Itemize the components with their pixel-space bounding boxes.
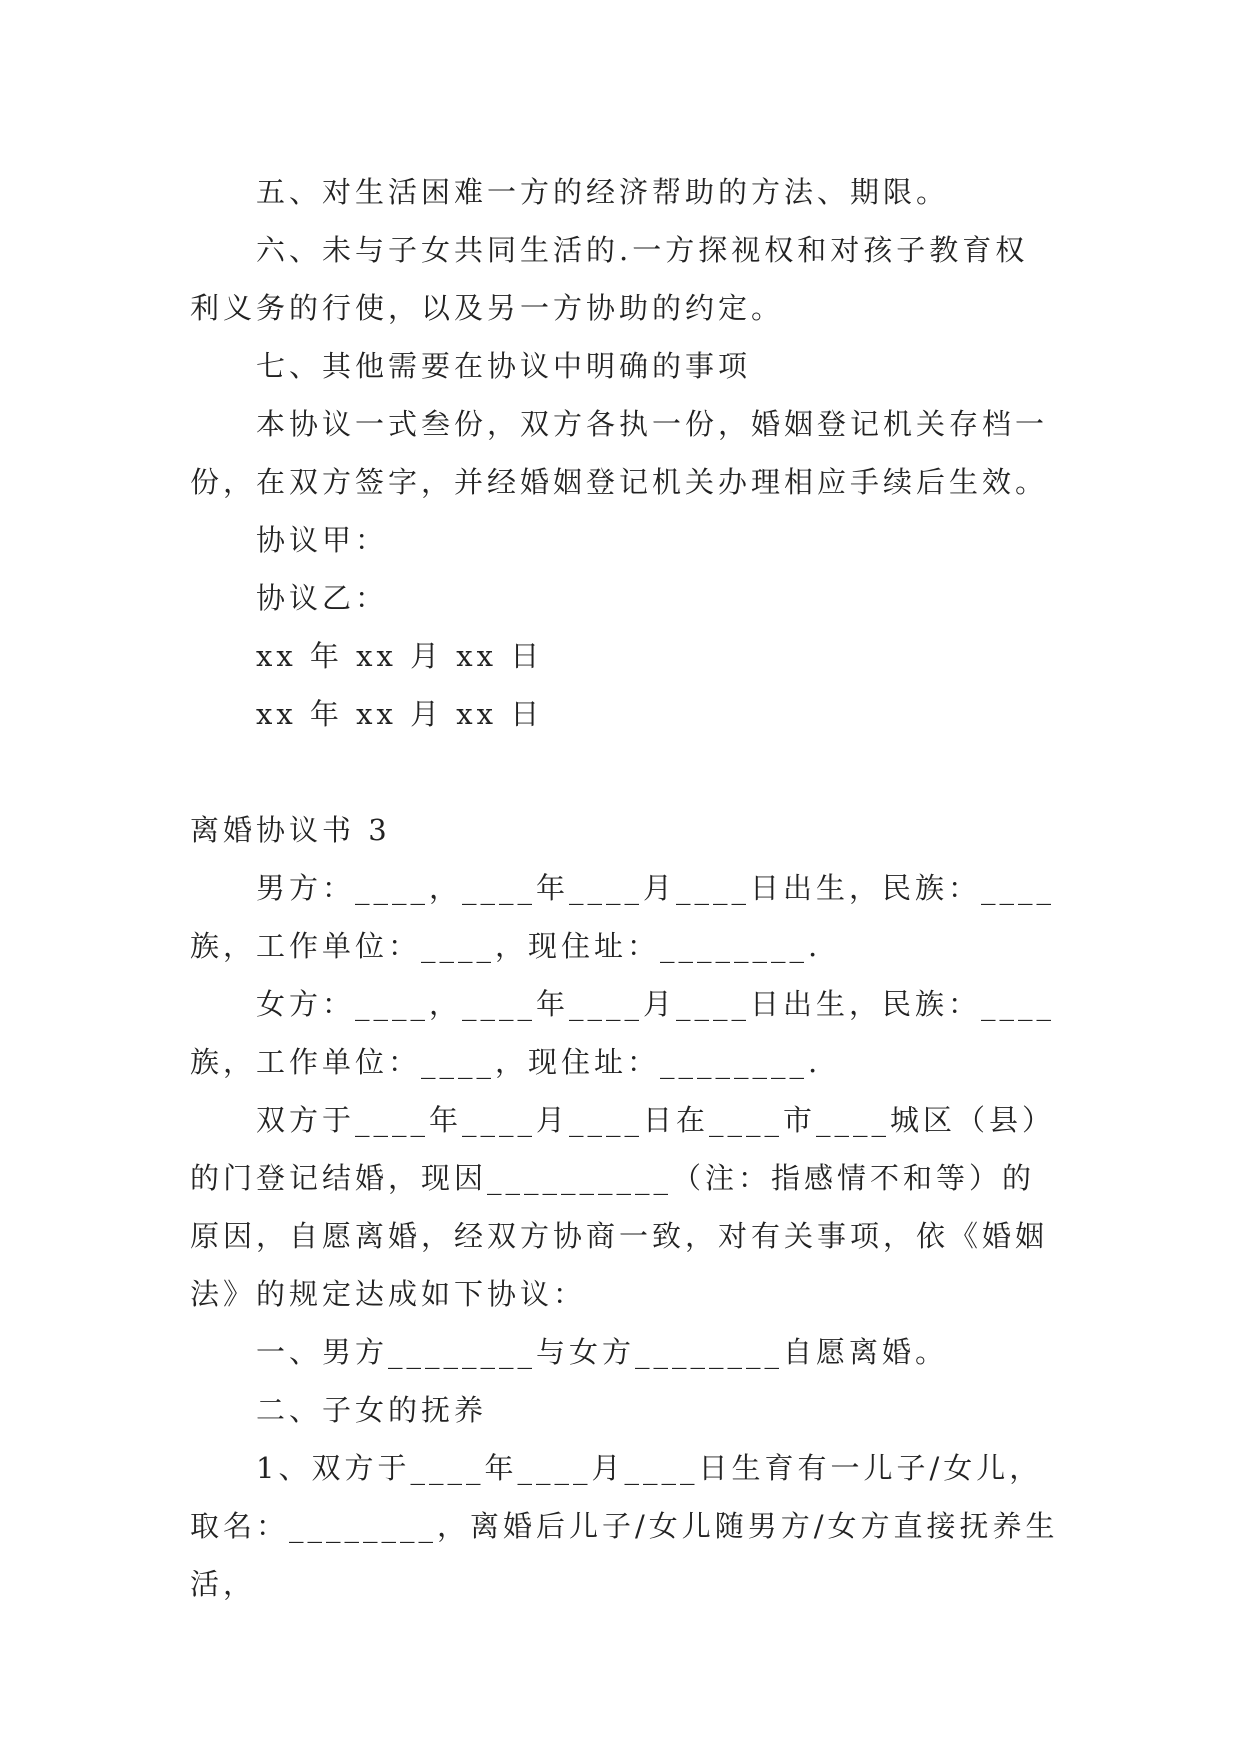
date-line-2: xx 年 xx 月 xx 日 — [256, 697, 544, 731]
paragraph-item-five: 五、对生活困难一方的经济帮助的方法、期限。 — [256, 175, 950, 209]
party-b-label: 协议乙： — [256, 581, 389, 615]
paragraph-item-six: 六、未与子女共同生活的.一方探视权和对孩子教育权利义务的行使，以及另一方协助的约定。 — [190, 233, 1029, 325]
paragraph-marriage-info: 双方于____年____月____日在____市____城区（县）的门登记结婚，现因__________（注：指感情不和等）的原因，自愿离婚，经双方协商一致，对有关事项，依《婚姻法》的规定达成如下协议： — [190, 1103, 1056, 1311]
document-body — [190, 163, 1060, 1613]
paragraph-item-two: 二、子女的抚养 — [256, 1393, 488, 1427]
paragraph-copies-clause: 本协议一式叁份，双方各执一份，婚姻登记机关存档一份，在双方签字，并经婚姻登记机关办理相应手续后生效。 — [190, 407, 1049, 499]
paragraph-child-custody: 1、双方于____年____月____日生育有一儿子/女儿，取名：________，离婚后儿子/女儿随男方/女方直接抚养生活， — [190, 1451, 1059, 1601]
paragraph-female-party: 女方：____，____年____月____日出生，民族：____族，工作单位：____，现住址：________. — [190, 987, 1056, 1079]
date-line-1: xx 年 xx 月 xx 日 — [256, 639, 544, 673]
paragraph-item-one: 一、男方________与女方________自愿离婚。 — [256, 1335, 949, 1369]
paragraph-male-party: 男方：____，____年____月____日出生，民族：____族，工作单位：____，现住址：________. — [190, 871, 1056, 963]
section-title: 离婚协议书 3 — [190, 813, 391, 847]
party-a-label: 协议甲： — [256, 523, 389, 557]
paragraph-item-seven: 七、其他需要在协议中明确的事项 — [256, 349, 752, 383]
